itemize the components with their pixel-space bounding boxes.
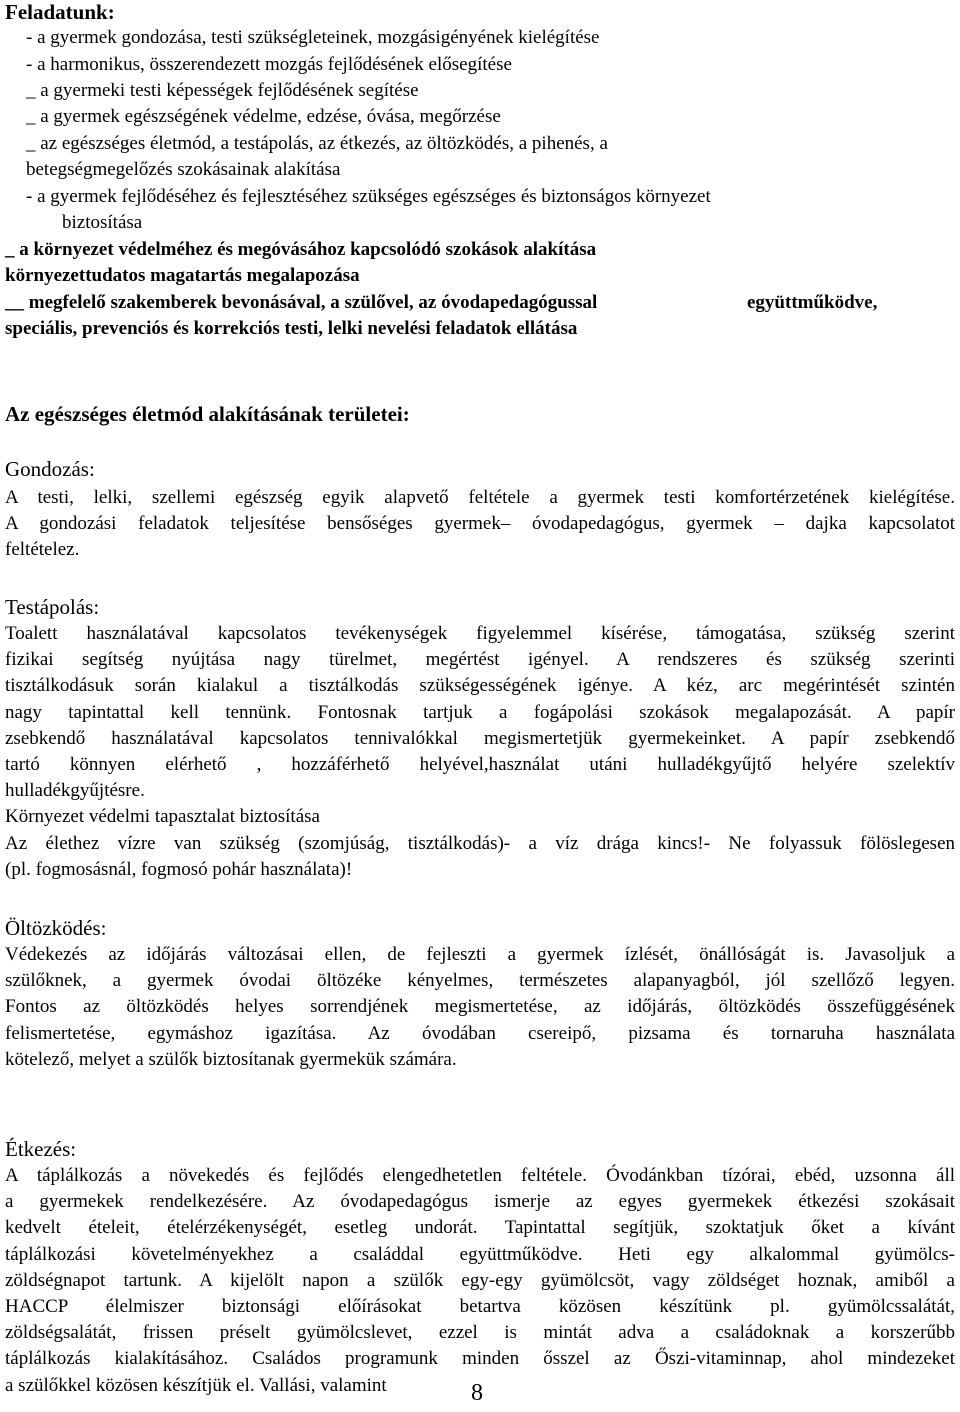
- text-line: (pl. fogmosásnál, fogmosó pohár használata)!: [5, 858, 353, 880]
- oltozkodes-heading: Öltözködés:: [5, 916, 107, 940]
- text-line: a szülőkkel közösen készítjük el. Vallási, valamint: [5, 1374, 387, 1396]
- text-line: a gyermekek rendelkezésére. Az óvodapedagógus ismerje az egyes gyermekek étkezési szokásait: [5, 1191, 955, 1213]
- task-item: - a gyermek gondozása, testi szükségleteinek, mozgásigényének kielégítése: [26, 27, 600, 48]
- text-line: hulladékgyűjtésre.: [5, 780, 145, 802]
- gondozas-heading: Gondozás:: [5, 457, 95, 481]
- task-item: _ a gyermek egészségének védelme, edzése, óvása, megőrzése: [26, 106, 501, 127]
- etkezes-paragraph: [5, 1163, 955, 1399]
- page-number: 8: [471, 1380, 483, 1406]
- text-line: Környezet védelmi tapasztalat biztosítása: [5, 806, 320, 828]
- task-item: _ a gyermeki testi képességek fejlődésének segítése: [26, 80, 419, 101]
- text-line: nagy tapintattal kell tennünk. Fontosnak tartjuk a fogápolási szokások megalapozását. A papír: [5, 701, 955, 723]
- text-line: zöldségnapot tartunk. A kijelölt napon a szülők egy-egy gyümölcsöt, vagy zöldséget hoznak, amiből a: [5, 1269, 955, 1291]
- section-title: Az egészséges életmód alakításának területei:: [5, 402, 410, 426]
- testapolas-paragraph: [5, 621, 955, 883]
- text-line: fizikai segítség nyújtása nagy türelmet, megértést igényel. A rendszeres és szükség szerinti: [5, 649, 955, 671]
- text-line: kötelező, melyet a szülők biztosítanak gyermekük számára.: [5, 1048, 457, 1070]
- text-line: feltételez.: [5, 539, 80, 561]
- gondozas-paragraph: [5, 485, 955, 564]
- text-line: Toalett használatával kapcsolatos tevékenységek figyelemmel kísérése, támogatása, szükség szerint: [5, 623, 955, 644]
- task-item: - a harmonikus, összerendezett mozgás fejlődésének elősegítése: [26, 54, 512, 75]
- task-item-bold: _ a környezet védelméhez és megóvásához kapcsolódó szokások alakítása: [5, 239, 597, 260]
- text-line: Védekezés az időjárás változásai ellen, de fejleszti a gyermek ízlését, önállóságát is. Javasoljuk a: [5, 944, 955, 965]
- text-line: tisztálkodásuk során kialakul a tisztálkodás szükségességének igénye. A kéz, arc megérintését szintén: [5, 675, 955, 697]
- text-line: szülőknek, a gyermek óvodai öltözéke kényelmes, természetes alapanyagból, jól szellőző legyen.: [5, 970, 955, 992]
- etkezes-heading: Étkezés:: [5, 1137, 77, 1161]
- text-line: felismertetése, egymáshoz igazítása. Az óvodában csereipő, pizsama és tornaruha használata: [5, 1022, 955, 1044]
- text-line: táplálkozási követelményekhez a családdal együttműködve. Heti egy alkalommal gyümölcs-: [5, 1243, 955, 1265]
- oltozkodes-paragraph: [5, 942, 955, 1073]
- text-line: A testi, lelki, szellemi egészség egyik alapvető feltétele a gyermek testi komfortérzetének kielégítése.: [5, 487, 955, 508]
- task-item-bold: együttműködve,: [747, 292, 878, 313]
- text-line: Fontos az öltözködés helyes sorrendjének megismertetése, az időjárás, öltözködés összefüggésének: [5, 996, 955, 1018]
- task-item: _ az egészséges életmód, a testápolás, az étkezés, az öltözködés, a pihenés, a: [26, 133, 608, 154]
- task-item-bold: környezettudatos magatartás megalapozása: [5, 265, 360, 286]
- text-line: HACCP élelmiszer biztonsági előírásokat betartva közösen készítünk pl. gyümölcssalátát,: [5, 1296, 955, 1318]
- task-item: - a gyermek fejlődéséhez és fejlesztéséhez szükséges egészséges és biztonságos környezet: [26, 186, 711, 207]
- text-line: tartó könnyen elérhető , hozzáférhető helyével,használat utáni hulladékgyűjtő helyére szelektív: [5, 754, 955, 776]
- text-line: A táplálkozás a növekedés és fejlődés elengedhetetlen feltétele. Óvodánkban tízórai, ebéd, uzsonna áll: [5, 1165, 955, 1186]
- feladatunk-heading: Feladatunk:: [5, 0, 115, 24]
- text-line: táplálkozás kialakításához. Családos programunk minden ősszel az Őszi-vitaminnap, ahol mindezeket: [5, 1348, 955, 1370]
- task-item: betegségmegelőzés szokásainak alakítása: [26, 159, 341, 180]
- text-line: kedvelt ételeit, ételérzékenységét, esetleg undorát. Tapintattal segítjük, szoktatjuk őket a kívánt: [5, 1217, 955, 1239]
- text-line: A gondozási feladatok teljesítése bensőséges gyermek– óvodapedagógus, gyermek – dajka kapcsolatot: [5, 513, 955, 535]
- text-line: Az élethez vízre van szükség (szomjúság, tisztálkodás)- a víz drága kincs!- Ne folyassuk fölöslegesen: [5, 832, 955, 854]
- text-line: zsebkendő használatával kapcsolatos tennivalókkal megismertetjük gyermekeinket. A papír zsebkendő: [5, 727, 955, 749]
- text-line: zöldségsalátát, frissen préselt gyümölcslevet, ezzel is mintát adva a családoknak a korszerűbb: [5, 1322, 955, 1344]
- task-item: biztosítása: [62, 212, 143, 233]
- task-item-bold: speciális, prevenciós és korrekciós testi, lelki nevelési feladatok ellátása: [5, 318, 578, 339]
- testapolas-heading: Testápolás:: [5, 595, 100, 619]
- task-item-bold: __ megfelelő szakemberek bevonásával, a szülővel, az óvodapedagógussal: [5, 292, 598, 313]
